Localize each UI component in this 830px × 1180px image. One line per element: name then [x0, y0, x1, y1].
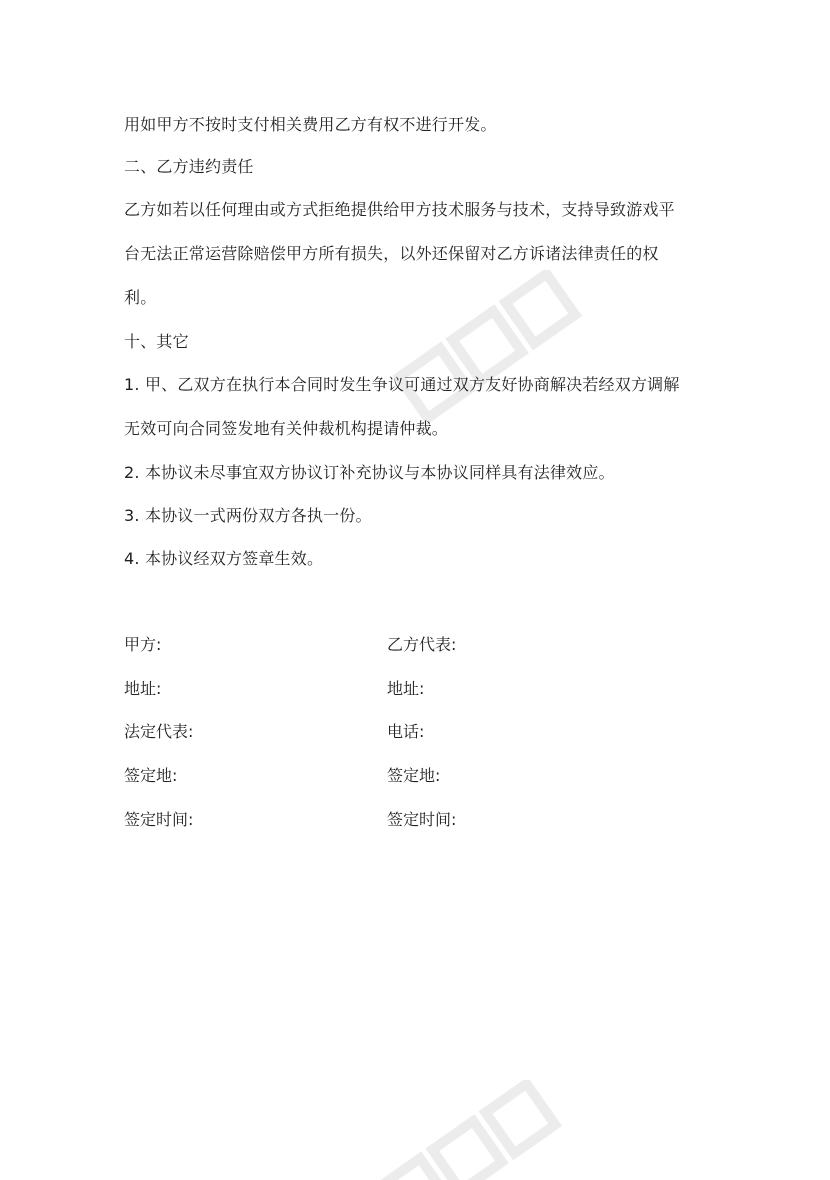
list-item: 4. 本协议经双方签章生效。	[124, 549, 324, 568]
party-a-sign-time-label: 签定时间:	[124, 810, 194, 829]
party-a-sign-place-label: 签定地:	[124, 766, 178, 785]
text-line: 乙方如若以任何理由或方式拒绝提供给甲方技术服务与技术，支持导致游戏平	[124, 200, 675, 219]
party-a-address-label: 地址:	[124, 679, 162, 698]
party-b-address-label: 地址:	[387, 679, 425, 698]
list-item: 3. 本协议一式两份双方各执一份。	[124, 506, 372, 525]
section-heading: 十、其它	[124, 332, 189, 351]
party-b-sign-time-label: 签定时间:	[387, 810, 457, 829]
watermark-bottom	[360, 1080, 580, 1180]
party-a-legal-rep-label: 法定代表:	[124, 722, 194, 741]
section-heading: 二、乙方违约责任	[124, 157, 254, 176]
list-item: 1. 甲、乙双方在执行本合同时发生争议可通过双方友好协商解决若经双方调解	[124, 375, 680, 394]
text-line: 无效可向合同签发地有关仲裁机构提请仲裁。	[124, 419, 449, 438]
text-line: 台无法正常运营除赔偿甲方所有损失，以外还保留对乙方诉诸法律责任的权	[124, 244, 659, 263]
party-b-phone-label: 电话:	[387, 722, 425, 741]
watermark-top	[380, 270, 600, 430]
text-line: 用如甲方不按时支付相关费用乙方有权不进行开发。	[124, 115, 497, 134]
list-item: 2. 本协议未尽事宜双方协议订补充协议与本协议同样具有法律效应。	[124, 463, 615, 482]
party-b-rep-label: 乙方代表:	[387, 635, 457, 654]
party-a-label: 甲方:	[124, 635, 162, 654]
text-line: 利。	[124, 288, 157, 307]
party-b-sign-place-label: 签定地:	[387, 766, 441, 785]
